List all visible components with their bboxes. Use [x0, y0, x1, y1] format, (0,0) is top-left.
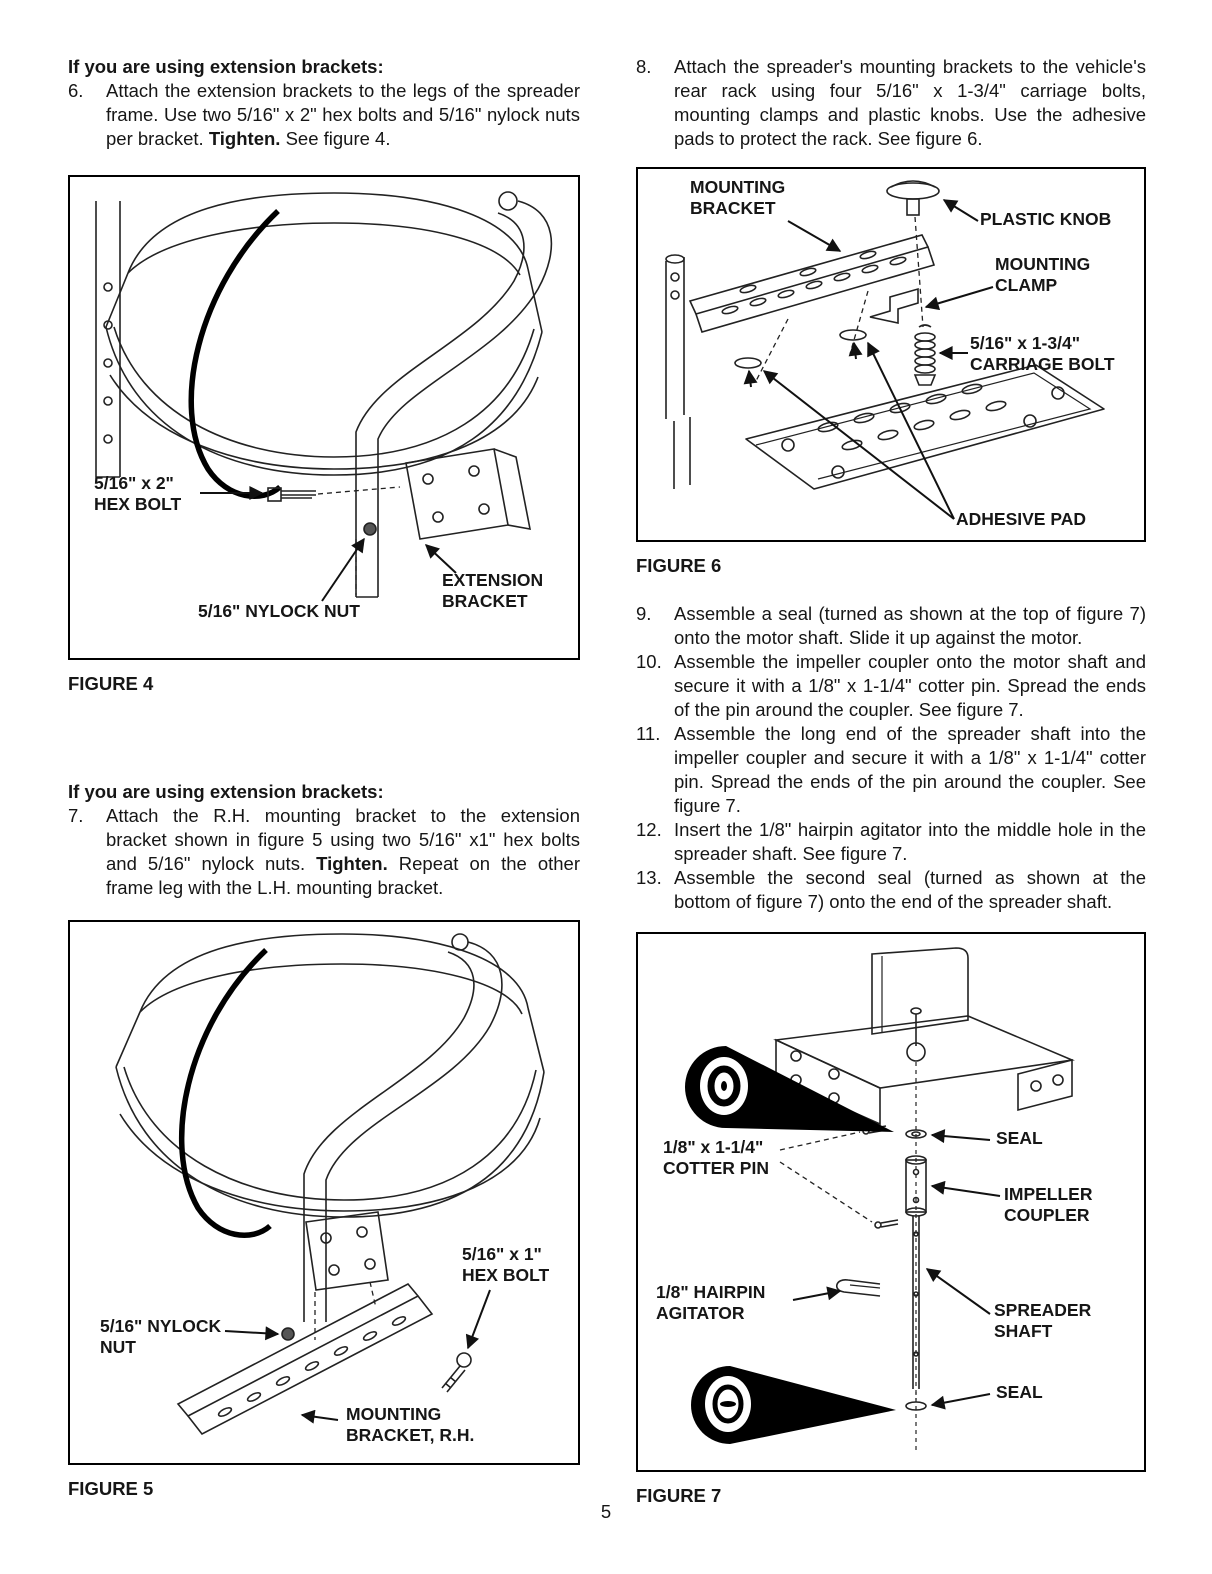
- item-number: 8.: [636, 56, 652, 77]
- list-item-12: [636, 818, 1146, 866]
- figure7-caption: FIGURE 7: [636, 1485, 722, 1506]
- figure6-label-mounting-bracket: MOUNTING BRACKET: [690, 177, 786, 218]
- figure5-drawing: [70, 922, 578, 1463]
- figure-5: [68, 920, 580, 1465]
- page-number: 5: [600, 1501, 612, 1522]
- figure7-label-spreader-shaft: SPREADER SHAFT: [994, 1300, 1092, 1341]
- item-number: 6.: [68, 80, 84, 101]
- figure7-label-seal-bottom: SEAL: [996, 1382, 1043, 1402]
- right-column: [636, 55, 1146, 1508]
- list-item-11: [636, 722, 1146, 818]
- figure6-label-adhesive-pad: ADHESIVE PAD: [956, 509, 1086, 529]
- spreader-frame-drawing: [96, 192, 551, 597]
- item-number: 7.: [68, 805, 84, 826]
- figure7-label-seal-top: SEAL: [996, 1128, 1043, 1148]
- spreader-frame-drawing: [116, 934, 544, 1434]
- list-item-6: [68, 79, 580, 151]
- figure-6: [636, 167, 1146, 542]
- figure7-label-hairpin-agitator: 1/8" HAIRPIN AGITATOR: [656, 1282, 766, 1323]
- steps-9-13: [636, 602, 1146, 914]
- item-number: 10.: [636, 651, 662, 672]
- item-number: 11.: [636, 723, 661, 744]
- list-item-13: [636, 866, 1146, 914]
- item-text: Attach the R.H. mounting bracket to the extension bracket shown in figure 5 using two 5/16" x1" hex bolts and 5/16" nylock nuts. Tighten. Repeat on the other frame leg with the L.H. mounting bracket.: [106, 805, 580, 898]
- list-item-8: [636, 55, 1146, 151]
- figure6-caption: FIGURE 6: [636, 555, 722, 576]
- figure-7: [636, 932, 1146, 1472]
- left-column: [68, 55, 580, 1501]
- figure7-leader-arrows: [793, 1135, 1000, 1405]
- section-heading-extension-brackets-1: If you are using extension brackets:: [68, 56, 384, 77]
- figure5-label-nylock-nut: 5/16" NYLOCK NUT: [100, 1316, 222, 1357]
- figure6-leader-arrows: [749, 200, 993, 519]
- figure4-leader-arrows: [200, 493, 456, 601]
- figure6-label-mounting-clamp: MOUNTING CLAMP: [995, 254, 1091, 295]
- item-text: Attach the extension brackets to the legs of the spreader frame. Use two 5/16" x 2" hex bolts and 5/16" nylock nuts per bracket. Tighten. See figure 4.: [106, 80, 580, 149]
- figure4-label-hex-bolt: 5/16" x 2" HEX BOLT: [94, 473, 182, 514]
- rail-slots: [721, 250, 906, 315]
- figure4-label-extension-bracket: EXTENSION BRACKET: [442, 570, 544, 611]
- figure6-label-plastic-knob: PLASTIC KNOB: [980, 209, 1112, 229]
- item-text: Assemble a seal (turned as shown at the top of figure 7) onto the motor shaft. Slide it up against the motor.: [674, 603, 1146, 648]
- item-number: 13.: [636, 867, 662, 888]
- item-text: Assemble the second seal (turned as shown at the bottom of figure 7) onto the end of the spreader shaft.: [674, 867, 1146, 912]
- figure6-label-carriage-bolt: 5/16" x 1-3/4" CARRIAGE BOLT: [970, 333, 1115, 374]
- list-item-7: [68, 804, 580, 900]
- figure5-label-hex-bolt: 5/16" x 1" HEX BOLT: [462, 1244, 550, 1285]
- figure5-label-mounting-bracket: MOUNTING BRACKET, R.H.: [346, 1404, 475, 1445]
- section-heading-extension-brackets-2: If you are using extension brackets:: [68, 781, 384, 802]
- list-item-9: [636, 602, 1146, 650]
- figure-4: [68, 175, 580, 660]
- figure4-label-nylock-nut: 5/16" NYLOCK NUT: [198, 601, 360, 621]
- figure7-label-cotter-pin: 1/8" x 1-1/4" COTTER PIN: [663, 1137, 769, 1178]
- figure5-caption: FIGURE 5: [68, 1478, 154, 1499]
- item-text: Attach the spreader's mounting brackets to the vehicle's rear rack using four 5/16" x 1-3/4" carriage bolts, mounting clamps and plastic knobs. Use the adhesive pads to protect the rack. See figure 6.: [674, 56, 1146, 149]
- item-number: 12.: [636, 819, 662, 840]
- figure7-label-impeller-coupler: IMPELLER COUPLER: [1004, 1184, 1093, 1225]
- figure4-caption: FIGURE 4: [68, 673, 154, 694]
- item-text: Assemble the long end of the spreader shaft into the impeller coupler and secure it with a 1/8" x 1-1/4" cotter pin. Spread the ends of the pin around the coupler. See figure 7.: [674, 723, 1146, 816]
- item-text: Assemble the impeller coupler onto the motor shaft and secure it with a 1/8" x 1-1/4" cotter pin. Spread the ends of the pin around the coupler. See figure 7.: [674, 651, 1146, 720]
- list-item-10: [636, 650, 1146, 722]
- item-number: 9.: [636, 603, 652, 624]
- rack-slots: [782, 383, 1064, 478]
- rail-slots: [217, 1315, 406, 1418]
- item-text: Insert the 1/8" hairpin agitator into the middle hole in the spreader shaft. See figure 7.: [674, 819, 1146, 864]
